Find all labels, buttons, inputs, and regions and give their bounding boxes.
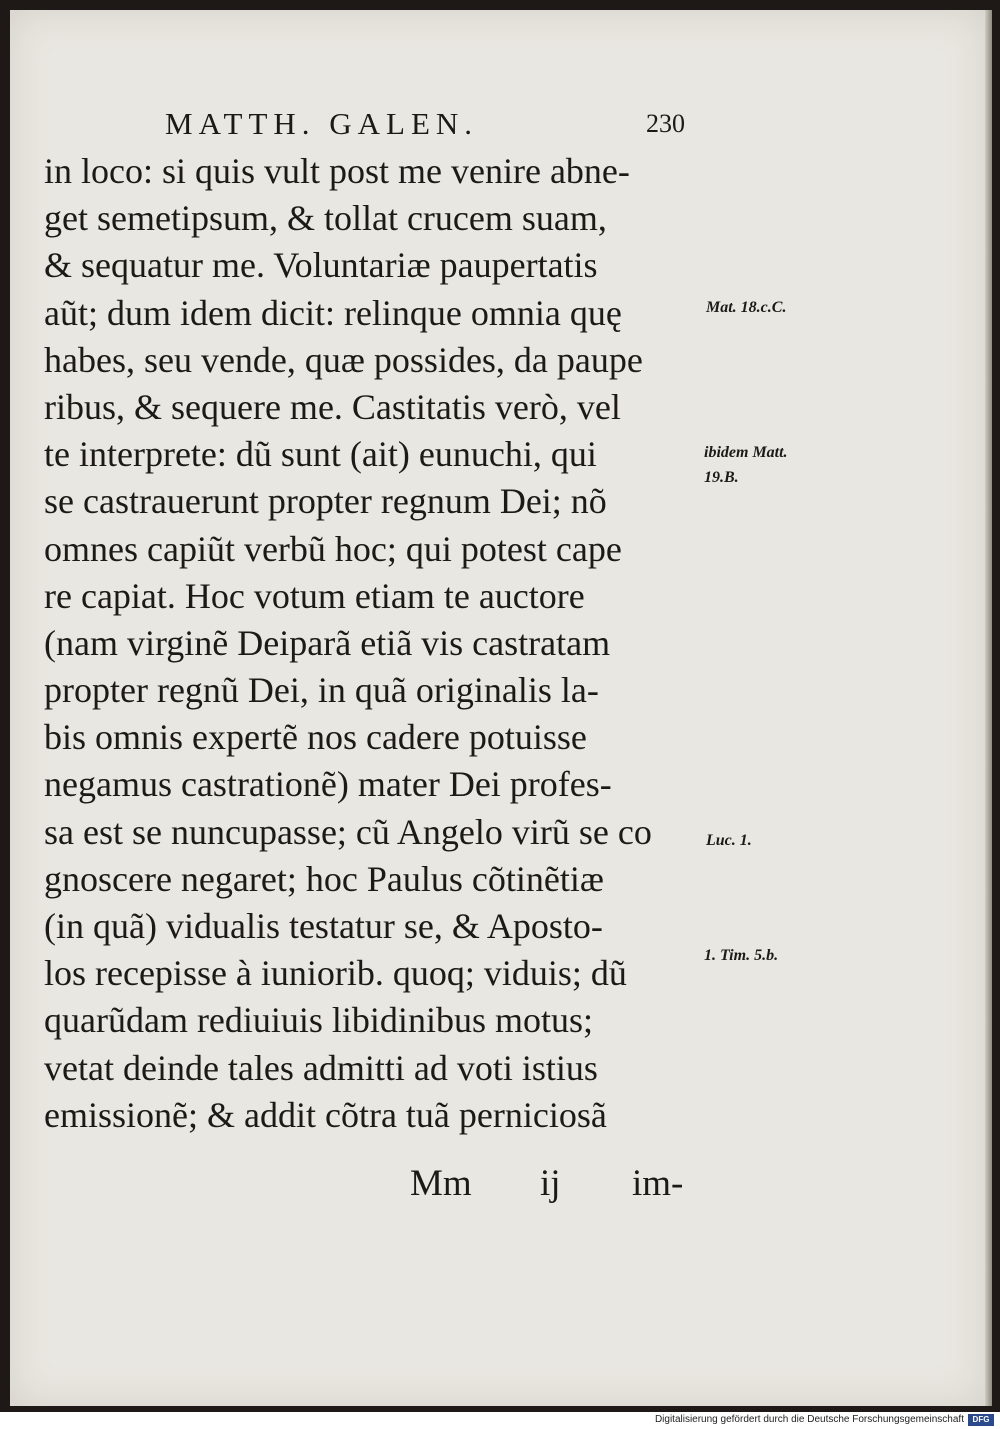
text-line: habes, seu vende, quæ possides, da paupe [44,339,643,380]
signature-number: ij [540,1163,561,1204]
text-line: re capiat. Hoc votum etiam te auctore [44,575,585,616]
dfg-logo: DFG [968,1414,994,1426]
page-edge [985,10,992,1406]
signature-line [410,1160,700,1208]
running-head: MATTH. GALEN. [165,106,479,141]
signature-mark: Mm [410,1163,472,1204]
funding-credit: Digitalisierung gefördert durch die Deutsche Forschungsgemeinschaft [654,1414,964,1425]
text-line: quarũdam rediuiuis libidinibus motus; [44,1000,593,1041]
page-header [165,102,685,146]
text-line: los recepisse à iuniorib. quoq; viduis; dũ [44,953,627,994]
text-line: (in quã) vidualis testatur se, & Aposto- [44,906,603,946]
text-line: te interprete: dũ sunt (ait) eunuchi, qui [44,434,597,475]
text-line: negamus castrationẽ) mater Dei profes- [44,764,612,805]
footer-bar [0,1412,1000,1429]
margin-note-luc: Luc. 1. [706,832,752,849]
text-line: sa est se nuncupasse; cũ Angelo virũ se co [44,811,652,852]
text-line: get semetipsum, & tollat crucem suam, [44,198,607,239]
text-line: se castrauerunt propter regnum Dei; nõ [44,481,607,522]
body-text [44,148,704,1139]
text-line: bis omnis expertẽ nos cadere potuisse [44,717,587,758]
text-line: ribus, & sequere me. Castitatis verò, vel [44,386,621,427]
text-line: in loco: si quis vult post me venire abne- [44,151,630,191]
text-line: emissionẽ; & addit cõtra tuã perniciosã [44,1094,607,1135]
margin-note-tim: 1. Tim. 5.b. [704,947,779,964]
text-line: aũt; dum idem dicit: relinque omnia quę [44,292,622,333]
margin-note-ibidem: ibidem Matt. [704,444,788,461]
text-line: gnoscere negaret; hoc Paulus cõtinẽtiæ [44,858,604,899]
text-line: (nam virginẽ Deiparã etiã vis castratam [44,622,611,663]
text-line: & sequatur me. Voluntariæ paupertatis [44,245,598,286]
catchword: im- [632,1163,684,1204]
text-line: vetat deinde tales admitti ad voti istius [44,1047,598,1088]
text-line: omnes capiũt verbũ hoc; qui potest cape [44,528,622,569]
page-number: 230 [646,109,685,138]
margin-note-mat-18: Mat. 18.c.C. [706,299,787,316]
margin-note-19b: 19.B. [704,469,739,486]
text-line: propter regnũ Dei, in quã originalis la- [44,670,599,711]
